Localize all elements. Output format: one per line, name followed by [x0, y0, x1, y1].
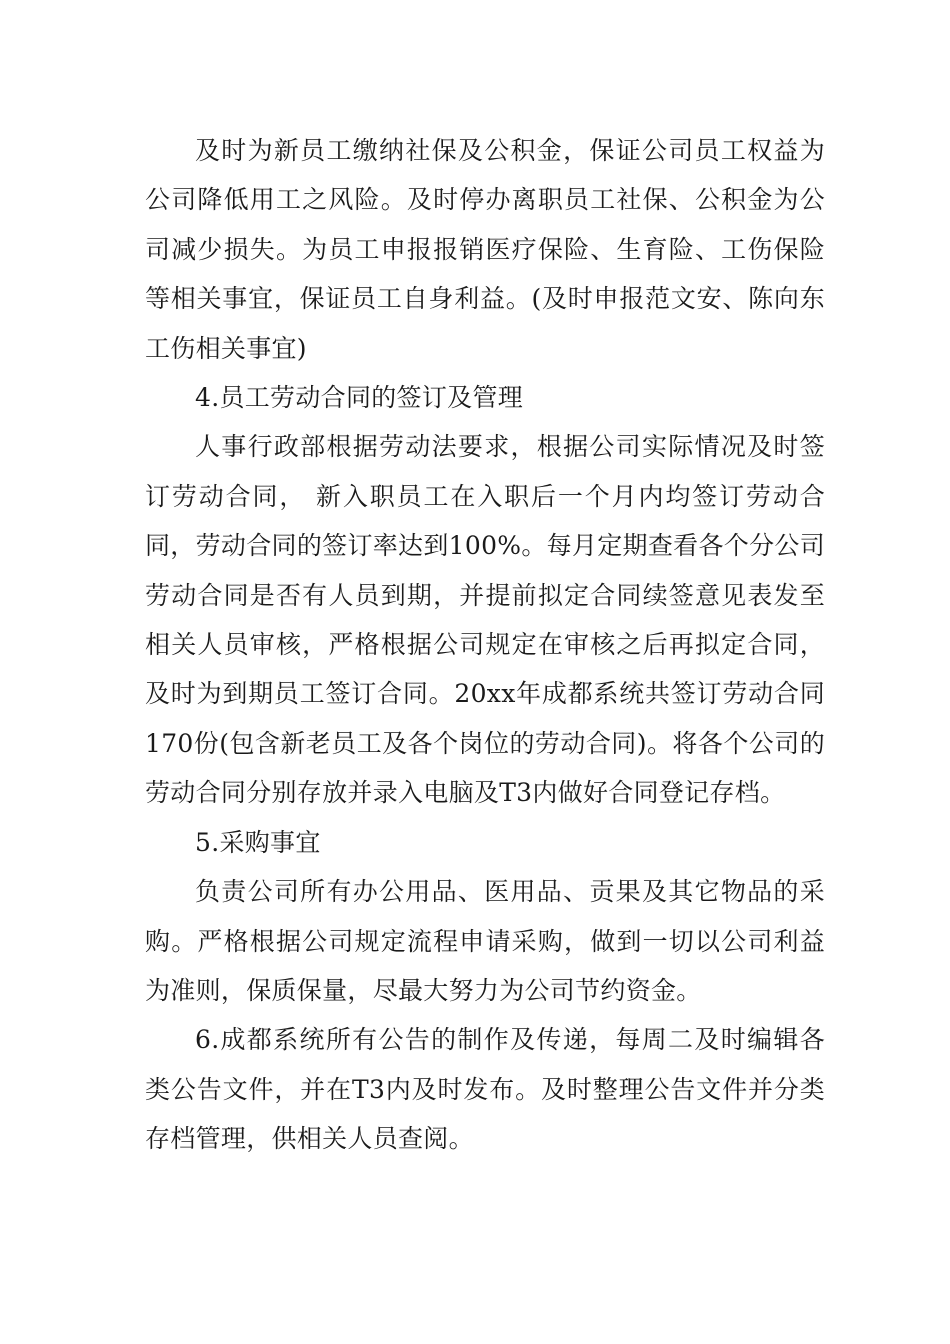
paragraph-labor-contract: 人事行政部根据劳动法要求，根据公司实际情况及时签订劳动合同， 新入职员工在入职后一个月内均签订劳动合同，劳动合同的签订率达到100%。每月定期查看各个分公司劳动合同是否有人员到期，并提前拟定合同续签意见表发至相关人员审核，严格根据公司规定在审核之后再拟定合同，及时为到期员工签订合同。20xx年成都系统共签订劳动合同170份(包含新老员工及各个岗位的劳动合同)。将各个公司的劳动合同分别存放并录入电脑及T3内做好合同登记存档。: [145, 432, 825, 808]
section-heading-labor-contract: 4.员工劳动合同的签订及管理: [195, 383, 524, 413]
section-heading-procurement: 5.采购事宜: [195, 827, 321, 857]
paragraph-procurement: 负责公司所有办公用品、医用品、贡果及其它物品的采购。严格根据公司规定流程申请采购，做到一切以公司利益为准则，保质保量，尽最大努力为公司节约资金。: [145, 877, 825, 1005]
paragraph-social-insurance: 及时为新员工缴纳社保及公积金，保证公司员工权益为公司降低用工之风险。及时停办离职员工社保、公积金为公司减少损失。为员工申报报销医疗保险、生育险、工伤保险等相关事宜，保证员工自身利益。(及时申报范文安、陈向东工伤相关事宜): [145, 136, 825, 363]
document-body: [145, 126, 825, 1164]
paragraph-announcements: 6.成都系统所有公告的制作及传递，每周二及时编辑各类公告文件，并在T3内及时发布。及时整理公告文件并分类存档管理，供相关人员查阅。: [145, 1025, 825, 1154]
